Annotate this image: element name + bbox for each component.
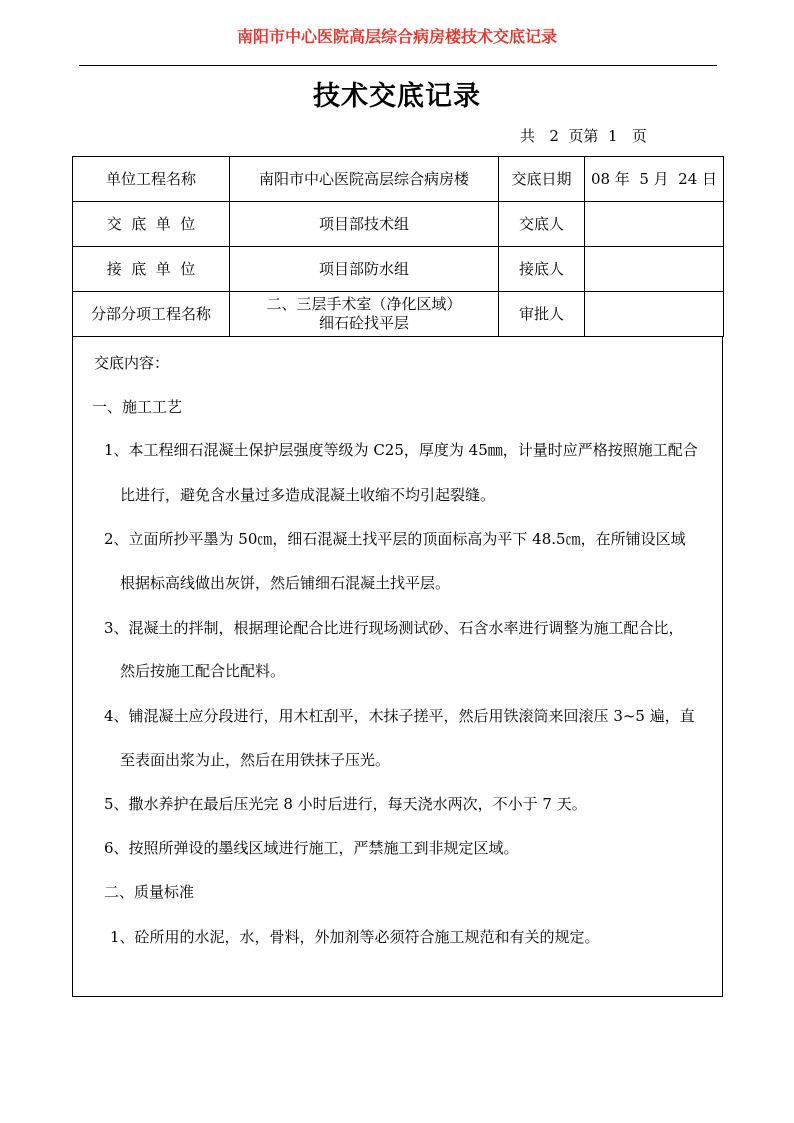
item-2-line-2: 根据标高线做出灰饼，然后铺细石混凝土找平层。 (120, 574, 451, 592)
page-info (520, 125, 647, 146)
table-row (73, 292, 724, 337)
content-box (72, 337, 723, 997)
item-6: 6、按照所弹设的墨线区域进行施工，严禁施工到非规定区域。 (104, 839, 519, 857)
approver-label: 审批人 (499, 292, 585, 337)
dept-value: 项目部技术组 (230, 202, 499, 247)
dept-label: 交 底 单 位 (73, 202, 230, 247)
sub-value (230, 292, 499, 337)
person-label: 交底人 (499, 202, 585, 247)
approver-value (585, 292, 724, 337)
table-row (73, 247, 724, 292)
table-row (73, 157, 724, 202)
item-1-line-1: 1、本工程细石混凝土保护层强度等级为 C25，厚度为 45㎜，计量时应严格按照施工配合 (104, 441, 698, 459)
section-title-1: 一、施工工艺 (92, 398, 183, 416)
sub-value-line2: 细石砼找平层 (318, 314, 409, 332)
item-5: 5、撒水养护在最后压光完 8 小时后进行，每天浇水两次，不小于 7 天。 (104, 795, 587, 813)
item-2-line-1: 2、立面所抄平墨为 50㎝，细石混凝土找平层的顶面标高为平下 48.5㎝，在所铺设区域 (104, 530, 686, 548)
info-table (72, 156, 724, 337)
date-label: 交底日期 (499, 157, 585, 202)
content-intro: 交底内容： (94, 354, 170, 372)
document-header-title: 南阳市中心医院高层综合病房楼技术交底记录 (236, 27, 557, 46)
recv-person-value (585, 247, 724, 292)
recv-value: 项目部防水组 (230, 247, 499, 292)
item-1-line-2: 比进行，避免含水量过多造成混凝土收缩不均引起裂缝。 (120, 486, 496, 504)
page-suffix: 页 (631, 127, 647, 145)
item-3-line-2: 然后按施工配合比配料。 (120, 662, 286, 680)
item-3-line-1: 3、混凝土的拌制，根据理论配合比进行现场测试砂、石含水率进行调整为施工配合比， (104, 619, 684, 637)
page-total-prefix: 共 (520, 127, 536, 145)
item-4-line-1: 4、铺混凝土应分段进行，用木杠刮平，木抹子搓平，然后用铁滚筒来回滚压 3~5 遍，直 (104, 707, 695, 725)
unit-label: 单位工程名称 (73, 157, 230, 202)
sub-label: 分部分项工程名称 (73, 292, 230, 337)
quality-item-1: 1、砼所用的水泥，水，骨料，外加剂等必须符合施工规范和有关的规定。 (110, 928, 600, 946)
section-title-2: 二、质量标准 (104, 883, 195, 901)
page-label: 页第 (568, 127, 599, 145)
person-value (585, 202, 724, 247)
page-total: 2 (549, 127, 559, 145)
table-row (73, 202, 724, 247)
header-divider (79, 65, 717, 66)
sub-value-line1: 二、三层手术室（净化区域） (266, 295, 462, 313)
item-4-line-2: 至表面出浆为止，然后在用铁抹子压光。 (120, 751, 391, 769)
date-value: 08 年 5 月 24 日 (585, 157, 724, 202)
recv-label: 接 底 单 位 (73, 247, 230, 292)
page-current: 1 (607, 127, 618, 145)
unit-value: 南阳市中心医院高层综合病房楼 (230, 157, 499, 202)
recv-person-label: 接底人 (499, 247, 585, 292)
document-title: 技术交底记录 (313, 81, 481, 112)
